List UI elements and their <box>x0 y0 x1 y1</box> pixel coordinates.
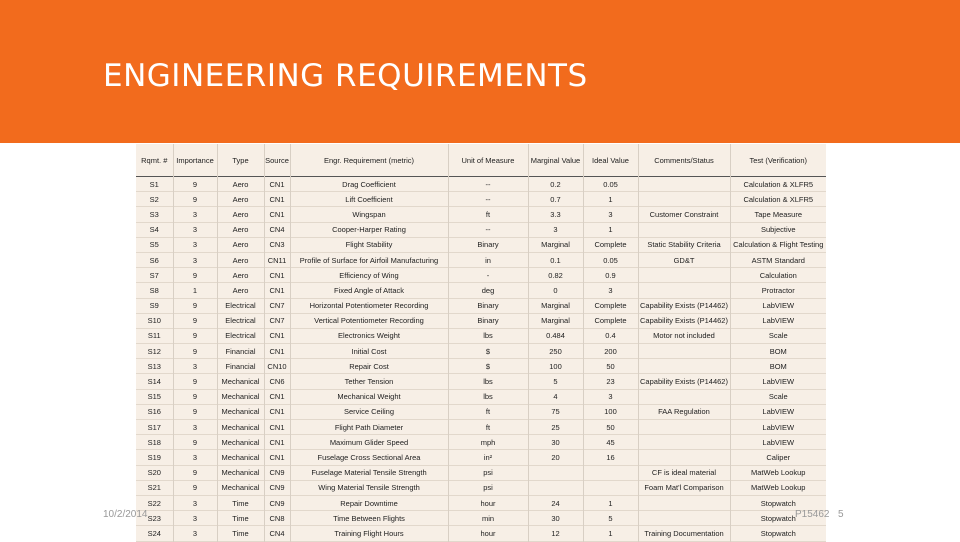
cell-ideal-value: 23 <box>583 374 638 389</box>
cell-importance: 3 <box>173 526 217 541</box>
cell-marginal-value <box>528 465 583 480</box>
cell-importance: 9 <box>173 404 217 419</box>
cell-requirement: Fuselage Material Tensile Strength <box>290 465 448 480</box>
cell-source: CN1 <box>264 404 290 419</box>
cell-type: Electrical <box>217 313 264 328</box>
cell-ideal-value <box>583 465 638 480</box>
cell-ideal-value: 200 <box>583 344 638 359</box>
cell-ideal-value: 100 <box>583 404 638 419</box>
cell-marginal-value: 0.2 <box>528 177 583 192</box>
cell-type: Mechanical <box>217 389 264 404</box>
cell-ideal-value: 0.05 <box>583 252 638 267</box>
cell-importance: 9 <box>173 435 217 450</box>
cell-type: Financial <box>217 359 264 374</box>
cell-marginal-value: 0.1 <box>528 252 583 267</box>
cell-unit: Binary <box>448 298 528 313</box>
cell-source: CN4 <box>264 222 290 237</box>
cell-type: Time <box>217 511 264 526</box>
table-row <box>136 511 826 526</box>
cell-type: Time <box>217 526 264 541</box>
table-row <box>136 237 826 252</box>
cell-rqmt-id: S22 <box>147 498 161 508</box>
cell-rqmt-id: S9 <box>149 301 159 311</box>
cell-source: CN1 <box>264 450 290 465</box>
cell-rqmt-id: S21 <box>147 483 161 493</box>
cell-requirement: Repair Downtime <box>290 495 448 510</box>
table-row <box>136 404 826 419</box>
cell-test: Stopwatch <box>730 526 826 541</box>
cell-comments <box>638 283 730 298</box>
cell-unit: -- <box>448 177 528 192</box>
cell-marginal-value: 3.3 <box>528 207 583 222</box>
table-row <box>136 313 826 328</box>
cell-unit: lbs <box>448 374 528 389</box>
header-ideal: Ideal Value <box>583 144 638 177</box>
cell-comments: GD&T <box>638 252 730 267</box>
cell-source: CN1 <box>264 389 290 404</box>
cell-rqmt-id: S15 <box>147 392 161 402</box>
cell-unit: mph <box>448 435 528 450</box>
cell-requirement: Maximum Glider Speed <box>290 435 448 450</box>
cell-importance: 9 <box>173 344 217 359</box>
cell-source: CN11 <box>264 252 290 267</box>
cell-type: Aero <box>217 237 264 252</box>
cell-rqmt-id: S13 <box>147 361 161 371</box>
cell-source: CN9 <box>264 465 290 480</box>
cell-source: CN8 <box>264 511 290 526</box>
cell-ideal-value: 3 <box>583 207 638 222</box>
table-row <box>136 298 826 313</box>
cell-rqmt-id: S6 <box>149 255 159 265</box>
cell-unit: Binary <box>448 313 528 328</box>
cell-ideal-value: Complete <box>583 298 638 313</box>
cell-marginal-value: Marginal <box>528 313 583 328</box>
cell-rqmt-id: S12 <box>147 346 161 356</box>
cell-source: CN1 <box>264 283 290 298</box>
cell-requirement: Efficiency of Wing <box>290 268 448 283</box>
cell-comments <box>638 268 730 283</box>
header-type: Type <box>217 144 264 177</box>
cell-test: Caliper <box>730 450 826 465</box>
cell-test: LabVIEW <box>730 374 826 389</box>
cell-type: Mechanical <box>217 450 264 465</box>
cell-type: Mechanical <box>217 465 264 480</box>
cell-marginal-value: 12 <box>528 526 583 541</box>
cell-test: LabVIEW <box>730 404 826 419</box>
cell-source: CN1 <box>264 268 290 283</box>
cell-rqmt-id: S2 <box>149 194 159 204</box>
table-row <box>136 192 826 207</box>
cell-test: LabVIEW <box>730 298 826 313</box>
cell-importance: 3 <box>173 207 217 222</box>
cell-marginal-value: 24 <box>528 495 583 510</box>
cell-unit: psi <box>448 480 528 495</box>
cell-source: CN1 <box>264 420 290 435</box>
cell-type: Mechanical <box>217 435 264 450</box>
cell-ideal-value <box>583 480 638 495</box>
cell-comments: Static Stability Criteria <box>638 237 730 252</box>
cell-unit: ft <box>448 420 528 435</box>
cell-importance: 9 <box>173 192 217 207</box>
cell-marginal-value: Marginal <box>528 237 583 252</box>
header-rqmt: Rqmt. # <box>141 155 168 165</box>
table-row <box>136 374 826 389</box>
cell-type: Aero <box>217 192 264 207</box>
cell-requirement: Lift Coefficient <box>290 192 448 207</box>
cell-unit: -- <box>448 222 528 237</box>
cell-rqmt-id: S10 <box>147 316 161 326</box>
cell-comments <box>638 344 730 359</box>
cell-comments: Training Documentation <box>638 526 730 541</box>
cell-unit: min <box>448 511 528 526</box>
cell-requirement: Flight Path Diameter <box>290 420 448 435</box>
cell-requirement: Service Ceiling <box>290 404 448 419</box>
cell-test: Subjective <box>730 222 826 237</box>
cell-comments <box>638 359 730 374</box>
cell-importance: 9 <box>173 389 217 404</box>
cell-test: MatWeb Lookup <box>730 465 826 480</box>
cell-unit: - <box>448 268 528 283</box>
cell-marginal-value: 0.82 <box>528 268 583 283</box>
cell-rqmt-id: S8 <box>149 285 159 295</box>
cell-importance: 3 <box>173 495 217 510</box>
cell-importance: 9 <box>173 465 217 480</box>
cell-rqmt-id: S11 <box>147 331 161 341</box>
header-importance: Importance <box>173 144 217 177</box>
cell-marginal-value: 250 <box>528 344 583 359</box>
cell-source: CN10 <box>264 359 290 374</box>
table-row <box>136 207 826 222</box>
cell-ideal-value: 50 <box>583 420 638 435</box>
cell-type: Mechanical <box>217 374 264 389</box>
cell-requirement: Mechanical Weight <box>290 389 448 404</box>
cell-rqmt-id: S20 <box>147 468 161 478</box>
table-row <box>136 177 826 192</box>
cell-unit: deg <box>448 283 528 298</box>
cell-requirement: Wingspan <box>290 207 448 222</box>
cell-marginal-value: 0 <box>528 283 583 298</box>
cell-importance: 3 <box>173 450 217 465</box>
cell-unit: in² <box>448 450 528 465</box>
cell-rqmt-id: S18 <box>147 437 161 447</box>
header-marginal: Marginal Value <box>528 144 583 177</box>
cell-test: Scale <box>730 389 826 404</box>
table-row <box>136 389 826 404</box>
cell-marginal-value: 30 <box>528 435 583 450</box>
page-number: 5 <box>838 509 844 520</box>
cell-ideal-value: 0.4 <box>583 328 638 343</box>
cell-unit: lbs <box>448 389 528 404</box>
cell-ideal-value: 1 <box>583 495 638 510</box>
cell-unit: in <box>448 252 528 267</box>
cell-requirement: Cooper-Harper Rating <box>290 222 448 237</box>
cell-type: Mechanical <box>217 420 264 435</box>
cell-source: CN9 <box>264 495 290 510</box>
cell-test: Calculation & XLFR5 <box>730 177 826 192</box>
cell-importance: 3 <box>173 420 217 435</box>
cell-comments <box>638 420 730 435</box>
cell-type: Aero <box>217 252 264 267</box>
cell-source: CN1 <box>264 192 290 207</box>
cell-marginal-value: 75 <box>528 404 583 419</box>
cell-requirement: Repair Cost <box>290 359 448 374</box>
table-row <box>136 252 826 267</box>
cell-marginal-value: 30 <box>528 511 583 526</box>
cell-source: CN7 <box>264 298 290 313</box>
cell-marginal-value: 4 <box>528 389 583 404</box>
cell-rqmt-id: S17 <box>147 422 161 432</box>
cell-source: CN1 <box>264 328 290 343</box>
cell-marginal-value: Marginal <box>528 298 583 313</box>
cell-test: BOM <box>730 359 826 374</box>
cell-requirement: Profile of Surface for Airfoil Manufacturing <box>290 252 448 267</box>
cell-type: Aero <box>217 268 264 283</box>
cell-requirement: Fuselage Cross Sectional Area <box>290 450 448 465</box>
cell-unit: $ <box>448 344 528 359</box>
cell-requirement: Electronics Weight <box>290 328 448 343</box>
table-row <box>136 495 826 510</box>
cell-comments <box>638 495 730 510</box>
cell-source: CN7 <box>264 313 290 328</box>
cell-ideal-value: 1 <box>583 222 638 237</box>
table-row <box>136 465 826 480</box>
cell-rqmt-id: S5 <box>149 240 159 250</box>
cell-requirement: Vertical Potentiometer Recording <box>290 313 448 328</box>
cell-ideal-value: 3 <box>583 389 638 404</box>
cell-source: CN9 <box>264 480 290 495</box>
cell-test: Scale <box>730 328 826 343</box>
cell-comments: Capability Exists (P14462) <box>638 298 730 313</box>
cell-importance: 3 <box>173 222 217 237</box>
cell-importance: 3 <box>173 252 217 267</box>
header-requirement: Engr. Requirement (metric) <box>290 144 448 177</box>
cell-rqmt-id: S3 <box>149 209 159 219</box>
header-comments: Comments/Status <box>638 144 730 177</box>
cell-requirement: Fixed Angle of Attack <box>290 283 448 298</box>
table-row <box>136 344 826 359</box>
cell-comments <box>638 222 730 237</box>
cell-unit: lbs <box>448 328 528 343</box>
cell-type: Mechanical <box>217 480 264 495</box>
cell-comments: Capability Exists (P14462) <box>638 374 730 389</box>
cell-test: Protractor <box>730 283 826 298</box>
cell-unit: hour <box>448 495 528 510</box>
cell-marginal-value: 0.7 <box>528 192 583 207</box>
table-header-row <box>136 144 826 177</box>
table-row <box>136 328 826 343</box>
cell-test: BOM <box>730 344 826 359</box>
cell-source: CN1 <box>264 344 290 359</box>
table-row <box>136 268 826 283</box>
cell-importance: 9 <box>173 298 217 313</box>
cell-importance: 9 <box>173 328 217 343</box>
cell-ideal-value: Complete <box>583 237 638 252</box>
cell-rqmt-id: S14 <box>147 377 161 387</box>
cell-type: Aero <box>217 207 264 222</box>
title-banner <box>0 0 960 143</box>
cell-test: Calculation & XLFR5 <box>730 192 826 207</box>
table-row <box>136 283 826 298</box>
cell-unit: ft <box>448 404 528 419</box>
cell-marginal-value: 20 <box>528 450 583 465</box>
cell-ideal-value: Complete <box>583 313 638 328</box>
table-row <box>136 420 826 435</box>
cell-requirement: Wing Material Tensile Strength <box>290 480 448 495</box>
cell-type: Financial <box>217 344 264 359</box>
cell-comments <box>638 511 730 526</box>
cell-comments: Motor not included <box>638 328 730 343</box>
footer-date: 10/2/2014 <box>103 509 148 520</box>
cell-requirement: Time Between Flights <box>290 511 448 526</box>
cell-importance: 9 <box>173 480 217 495</box>
cell-requirement: Drag Coefficient <box>290 177 448 192</box>
cell-type: Aero <box>217 177 264 192</box>
cell-ideal-value: 1 <box>583 192 638 207</box>
table-row <box>136 450 826 465</box>
table-row <box>136 435 826 450</box>
cell-requirement: Tether Tension <box>290 374 448 389</box>
cell-marginal-value: 0.484 <box>528 328 583 343</box>
cell-ideal-value: 16 <box>583 450 638 465</box>
cell-unit: hour <box>448 526 528 541</box>
cell-requirement: Flight Stability <box>290 237 448 252</box>
cell-ideal-value: 0.05 <box>583 177 638 192</box>
table-row <box>136 222 826 237</box>
header-source: Source <box>264 144 290 177</box>
cell-importance: 9 <box>173 374 217 389</box>
cell-comments <box>638 435 730 450</box>
cell-marginal-value <box>528 480 583 495</box>
cell-source: CN4 <box>264 526 290 541</box>
cell-ideal-value: 1 <box>583 526 638 541</box>
cell-source: CN1 <box>264 177 290 192</box>
footer-project-code: P15462 <box>795 509 830 520</box>
cell-unit: $ <box>448 359 528 374</box>
cell-comments: CF is ideal material <box>638 465 730 480</box>
cell-importance: 9 <box>173 313 217 328</box>
cell-test: Stopwatch <box>730 511 826 526</box>
cell-rqmt-id: S23 <box>147 513 161 523</box>
cell-source: CN1 <box>264 435 290 450</box>
cell-test: ASTM Standard <box>730 252 826 267</box>
header-unit: Unit of Measure <box>448 144 528 177</box>
cell-test: Tape Measure <box>730 207 826 222</box>
cell-test: Stopwatch <box>730 495 826 510</box>
cell-importance: 9 <box>173 268 217 283</box>
cell-test: Calculation & Flight Testing <box>730 237 826 252</box>
cell-rqmt-id: S24 <box>147 528 161 538</box>
cell-test: LabVIEW <box>730 313 826 328</box>
cell-rqmt-id: S16 <box>147 407 161 417</box>
cell-type: Mechanical <box>217 404 264 419</box>
cell-test: Calculation <box>730 268 826 283</box>
cell-unit: ft <box>448 207 528 222</box>
cell-comments <box>638 389 730 404</box>
table-body <box>136 177 826 542</box>
cell-comments: Customer Constraint <box>638 207 730 222</box>
cell-type: Time <box>217 495 264 510</box>
cell-source: CN3 <box>264 237 290 252</box>
header-test: Test (Verification) <box>730 144 826 177</box>
cell-marginal-value: 100 <box>528 359 583 374</box>
cell-unit: -- <box>448 192 528 207</box>
cell-unit: Binary <box>448 237 528 252</box>
cell-type: Electrical <box>217 298 264 313</box>
cell-type: Electrical <box>217 328 264 343</box>
cell-test: MatWeb Lookup <box>730 480 826 495</box>
cell-rqmt-id: S4 <box>149 225 159 235</box>
cell-importance: 3 <box>173 511 217 526</box>
cell-comments: Foam Mat'l Comparison <box>638 480 730 495</box>
cell-rqmt-id: S7 <box>149 270 159 280</box>
requirements-table <box>136 144 826 542</box>
table-row <box>136 359 826 374</box>
cell-marginal-value: 25 <box>528 420 583 435</box>
cell-comments <box>638 450 730 465</box>
cell-requirement: Horizontal Potentiometer Recording <box>290 298 448 313</box>
slide-title: ENGINEERING REQUIREMENTS <box>103 58 588 94</box>
cell-requirement: Training Flight Hours <box>290 526 448 541</box>
cell-requirement: Initial Cost <box>290 344 448 359</box>
cell-importance: 3 <box>173 359 217 374</box>
cell-ideal-value: 45 <box>583 435 638 450</box>
cell-ideal-value: 5 <box>583 511 638 526</box>
cell-unit: psi <box>448 465 528 480</box>
table-row <box>136 480 826 495</box>
cell-importance: 1 <box>173 283 217 298</box>
cell-ideal-value: 3 <box>583 283 638 298</box>
cell-marginal-value: 3 <box>528 222 583 237</box>
cell-test: LabVIEW <box>730 435 826 450</box>
cell-comments <box>638 192 730 207</box>
cell-marginal-value: 5 <box>528 374 583 389</box>
cell-ideal-value: 0.9 <box>583 268 638 283</box>
cell-rqmt-id: S19 <box>147 452 161 462</box>
cell-source: CN6 <box>264 374 290 389</box>
cell-type: Aero <box>217 283 264 298</box>
cell-comments: FAA Regulation <box>638 404 730 419</box>
cell-type: Aero <box>217 222 264 237</box>
table-row <box>136 526 826 541</box>
cell-comments <box>638 177 730 192</box>
cell-test: LabVIEW <box>730 420 826 435</box>
cell-rqmt-id: S1 <box>149 179 159 189</box>
cell-importance: 3 <box>173 237 217 252</box>
cell-source: CN1 <box>264 207 290 222</box>
cell-comments: Capability Exists (P14462) <box>638 313 730 328</box>
cell-importance: 9 <box>173 177 217 192</box>
cell-ideal-value: 50 <box>583 359 638 374</box>
